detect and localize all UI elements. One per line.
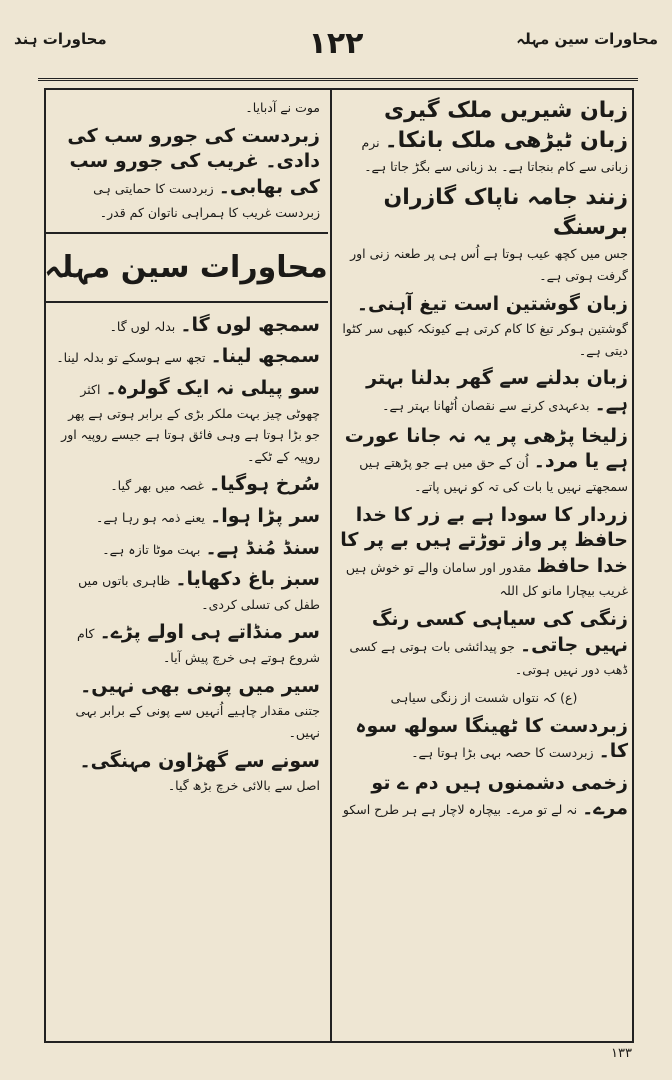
entry-verse [340,686,628,708]
gloss: (ع) کہ نتواں شست از زنگی سیاہی [390,689,578,705]
idiom: سمجھ لوں گا۔ [180,313,320,336]
entry [340,183,628,286]
section-heading: محاورات سین مہلہ [44,232,328,303]
gloss: موت نے آدبایا۔ [245,100,320,115]
gloss: گوشتین ہوکر تیغ کا کام کرتی ہے کیونکہ کبھی سر کٹوا دیتی ہے۔ [342,321,628,358]
entry [340,366,628,417]
gloss: بدلہ لوں گا۔ [109,318,176,334]
gloss: جس میں کچھ عیب ہوتا ہے اُس ہی پر طعنہ زنی اور گرفت ہوتی ہے۔ [350,246,628,283]
idiom: سبز باغ دکھایا۔ [175,568,320,591]
right-column [340,96,628,828]
entry [340,292,628,361]
entry [52,344,320,370]
idiom: سمجھ لینا۔ [210,345,320,368]
idiom: سر منڈاتے ہی اولے پڑے۔ [99,621,320,644]
idiom: زلیخا پڑھی پر یہ نہ جانا عورت ہے یا مرد۔ [344,424,628,473]
running-header-right: محاورات سین مہلہ [516,30,658,48]
idiom: سنڈ مُنڈ ہے۔ [205,536,320,559]
entry [52,376,320,466]
entry [52,674,320,743]
gloss: جو پیدائشی بات ہوتی ہے کسی ڈھب دور نہیں ہوتی۔ [349,638,628,678]
left-column [44,96,328,802]
gloss: مقدور اور سامان والے تو خوش ہیں غریب بیچارا مانو کل اللہ [345,559,628,599]
gloss: یعنے ذمہ ہو رہا ہے۔ [96,509,206,525]
gloss: اُن کے حق میں ہے جو پڑھتے ہیں سمجھتے نہیں یا بات کی تہ کو نہیں پاتے۔ [359,455,628,494]
gloss: بدعہدی کرنے سے نقصان اُٹھانا بہتر ہے۔ [382,398,590,413]
idiom: زخمی دشمنوں ہیں دم ے تو مرے۔ [371,771,628,820]
entry [52,504,320,530]
gloss: زبردست کا حمایتی ہی زبردست غریب کا ہمراہی ناتوان کم قدر۔ [93,180,320,220]
entry [52,96,320,118]
entry [52,472,320,498]
entry [52,313,320,339]
column-divider [330,88,332,1043]
idiom: زبان بدلنے سے گھر بدلنا بہتر ہے۔ [366,367,628,415]
idiom: سر پڑا ہوا۔ [210,504,320,527]
gloss: اکثر چھوٹی چیز بہت ملکر بڑی کے برابر ہوتی ہے پھر جو بڑا ہوتا ہے وہی فائق ہوتا ہے جیسے روپیہ اور روپیہ کے ٹکے۔ [61,381,320,464]
page-number: ۱۲۲ [308,26,364,61]
running-header-left: محاورات ہند [14,30,107,48]
entry [52,567,320,614]
gloss: نہ لے تو مرے۔ بیچارہ لاچار ہے ہر طرح اسکو [342,802,578,818]
entry [340,607,628,680]
gloss: اصل سے بالائی خرچ بڑھ گیا۔ [167,778,320,794]
header-rule [38,78,638,81]
idiom: زبان گوشتین است تیغ آہنی۔ [356,292,628,315]
idiom: زبردست کا ٹھینگا سولھ سوہ کا۔ [355,714,628,763]
idiom: سُرخ ہوگیا۔ [209,473,320,496]
entry [340,424,628,497]
entry [340,771,628,822]
gloss: زبردست کا حصہ بہی بڑا ہوتا ہے۔ [411,745,594,761]
entry [340,714,628,765]
entry [340,503,628,602]
idiom: زردار کا سودا ہے بے زر کا خدا حافظ پر واز توڑتے ہیں بے پر کا خدا حافظ [340,503,628,577]
idiom: سیر میں پونی بھی نہیں۔ [80,674,320,697]
footer-page-number: ۱۳۳ [611,1046,632,1061]
idiom: زبان شیریں ملک گیری زبان ٹیڑھی ملک بانکا۔ [383,98,628,153]
gloss: جتنی مقدار چاہیے اُنہیں سے پونی کے برابر بہی نہیں۔ [75,703,320,740]
gloss: کام شروع ہوتے ہی خرچ پیش آیا۔ [77,626,320,666]
entry [340,96,628,177]
entry [52,124,320,223]
gloss: بہت موٹا تازہ ہے۔ [102,541,201,557]
gloss: غصہ میں بھر گیا۔ [110,478,204,494]
entry [52,620,320,667]
idiom: سو پیلی نہ ایک گولرہ۔ [105,376,320,399]
entry [52,536,320,562]
idiom: زنگی کی سیاہی کسی رنگ نہیں جاتی۔ [371,608,628,656]
idiom: سونے سے گھڑاون مہنگی۔ [79,749,320,772]
gloss: ظاہری باتوں میں طفل کی تسلی کردی۔ [78,573,320,612]
gloss: نرم زبانی سے کام بنجاتا ہے۔ بد زبانی سے بگڑ جاتا ہے۔ [361,134,628,175]
idiom: زنند جامہ ناپاک گازران برسنگ [383,184,628,240]
entry [52,749,320,796]
idiom: زبردست کی جورو سب کی دادی۔ غریب کی جورو سب کی بھابی۔ [67,124,320,198]
gloss: تجھ سے ہوسکے تو بدلہ لینا۔ [56,350,206,366]
